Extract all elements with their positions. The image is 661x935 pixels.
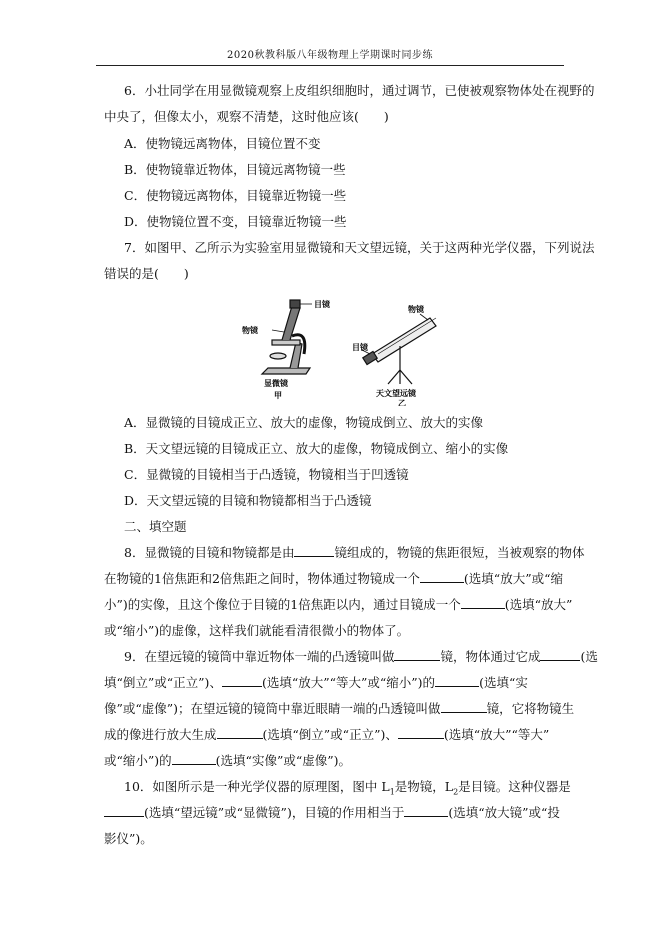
q6-stem-line1: 6．小壮同学在用显微镜观察上皮组织细胞时，通过调节，已使被观察物体处在视野的 [124, 83, 595, 98]
q9-line2-part-a: 填“倒立”或“正立”)、 [104, 675, 222, 690]
q8-line1-part-a: 8．显微镜的目镜和物镜都是由 [124, 545, 295, 560]
q9-blank-1[interactable] [394, 648, 440, 661]
q9-line2 [104, 674, 528, 692]
q7-option-c: C．显微镜的目镜相当于凸透镜，物镜相当于凹透镜 [124, 467, 409, 482]
q9-blank-3[interactable] [222, 674, 262, 687]
telescope-name-label: 天文望远镜 [376, 389, 416, 398]
telescope-objective-label: 物镜 [408, 305, 424, 314]
microscope-name-label: 显微镜 [264, 379, 288, 388]
q10-blank-2[interactable] [404, 804, 448, 817]
figure-drawing [232, 292, 472, 406]
q9-line2-part-b: (选填“放大”“等大”或“缩小”)的 [261, 675, 436, 690]
q9-line4-part-a: 成的像进行放大生成 [104, 727, 217, 742]
q10-line1-part-c: 是目镜。这种仪器是 [458, 779, 571, 794]
q7-option-a: A．显微镜的目镜成正立、放大的虚像，物镜成倒立、放大的实像 [124, 415, 484, 430]
microscope-drawing [262, 300, 312, 374]
optical-instruments-figure [232, 292, 472, 406]
q8-line4: 或“缩小”)的虚像，这样我们就能看清很微小的物体了。 [104, 623, 410, 638]
q9-line5 [104, 752, 351, 770]
q8-line2-part-a: 在物镜的1倍焦距和2倍焦距之间时，物体通过物镜成一个 [104, 571, 420, 586]
q8-line3-part-b: (选填“放大” [504, 597, 573, 612]
q10-line1 [124, 778, 571, 802]
q6-stem-line2: 中央了，但像太小，观察不清楚，这时他应该( ) [104, 109, 389, 124]
q9-line1-part-a: 9．在望远镜的镜筒中靠近物体一端的凸透镜叫做 [124, 649, 395, 664]
page-header: 2020秋教科版八年级物理上学期课时同步练 [96, 46, 564, 66]
q8-line1 [124, 544, 584, 562]
q9-blank-7[interactable] [398, 726, 444, 739]
q9-blank-2[interactable] [540, 648, 580, 661]
q9-line4-part-c: (选填“放大”“等大” [443, 727, 550, 742]
q9-blank-8[interactable] [172, 752, 216, 765]
q10-line2 [104, 804, 560, 822]
q9-line3-part-a: 像”或“虚像”)；在望远镜的镜筒中靠近眼睛一端的凸透镜叫做 [104, 701, 441, 716]
q9-blank-6[interactable] [217, 726, 263, 739]
q10-line3: 影仪”)。 [104, 831, 153, 846]
q9-line1-part-b: 镜，物体通过它成 [440, 649, 541, 664]
q6-option-d: D．使物镜位置不变，目镜靠近物镜一些 [124, 214, 347, 229]
microscope-eyepiece-label: 目镜 [314, 300, 330, 309]
q10-line2-part-b: (选填“放大镜”或“投 [448, 805, 560, 820]
q9-line4-part-b: (选填“倒立”或“正立”)、 [262, 727, 398, 742]
q6-option-c: C．使物镜远离物体，目镜靠近物镜一些 [124, 188, 347, 203]
microscope-objective-label: 物镜 [242, 326, 258, 335]
q7-stem-line1: 7．如图甲、乙所示为实验室用显微镜和天文望远镜，关于这两种光学仪器，下列说法 [124, 240, 595, 255]
q6-option-b: B．使物镜靠近物体，目镜远离物镜一些 [124, 162, 346, 177]
q9-line4 [104, 726, 549, 744]
q6-option-a: A．使物镜远离物体，目镜位置不变 [124, 136, 321, 151]
q7-option-b: B．天文望远镜的目镜成正立、放大的虚像，物镜成倒立、缩小的实像 [124, 441, 509, 456]
q10-line2-part-a: (选填“望远镜”或“显微镜”)，目镜的作用相当于 [144, 805, 405, 820]
q8-blank-2[interactable] [420, 570, 464, 583]
telescope-drawing [362, 314, 436, 384]
q10-line1-part-a: 10．如图所示是一种光学仪器的原理图，图中 L [124, 779, 390, 794]
section-fill-in-title: 二、填空题 [124, 519, 187, 534]
telescope-eyepiece-label: 目镜 [352, 343, 368, 352]
q8-line3 [104, 596, 572, 614]
q7-stem-line2: 错误的是( ) [104, 266, 189, 281]
q9-line1 [124, 648, 598, 666]
q8-blank-3[interactable] [461, 596, 505, 609]
q8-line1-part-b: 镜组成的，物镜的焦距很短，当被观察的物体 [334, 545, 585, 560]
microscope-tag-label: 甲 [274, 391, 282, 400]
q9-line3-part-b: 镜，它将物镜生 [486, 701, 575, 716]
q8-line3-part-a: 小”)的实像，且这个像位于目镜的1倍焦距以内，通过目镜成一个 [104, 597, 461, 612]
q9-line5-part-b: (选填“实像”或“虚像”)。 [215, 753, 351, 768]
q9-line3 [104, 700, 574, 718]
telescope-tag-label: 乙 [398, 399, 406, 406]
q8-blank-1[interactable] [294, 544, 334, 557]
q9-blank-5[interactable] [441, 700, 487, 713]
q9-blank-4[interactable] [435, 674, 479, 687]
q10-line1-part-b: 是物镜，L [394, 779, 454, 794]
q10-blank-1[interactable] [104, 804, 144, 817]
q8-line2-part-b: (选填“放大”或“缩 [463, 571, 563, 586]
q10-sub-2: 2 [453, 787, 459, 797]
q9-line5-part-a: 或“缩小”)的 [104, 753, 172, 768]
q9-line1-part-c: (选 [580, 649, 598, 664]
q8-line2 [104, 570, 563, 588]
q7-option-d: D．天文望远镜的目镜和物镜都相当于凸透镜 [124, 493, 372, 508]
q9-line2-part-c: (选填“实 [479, 675, 528, 690]
q10-sub-1: 1 [389, 787, 395, 797]
